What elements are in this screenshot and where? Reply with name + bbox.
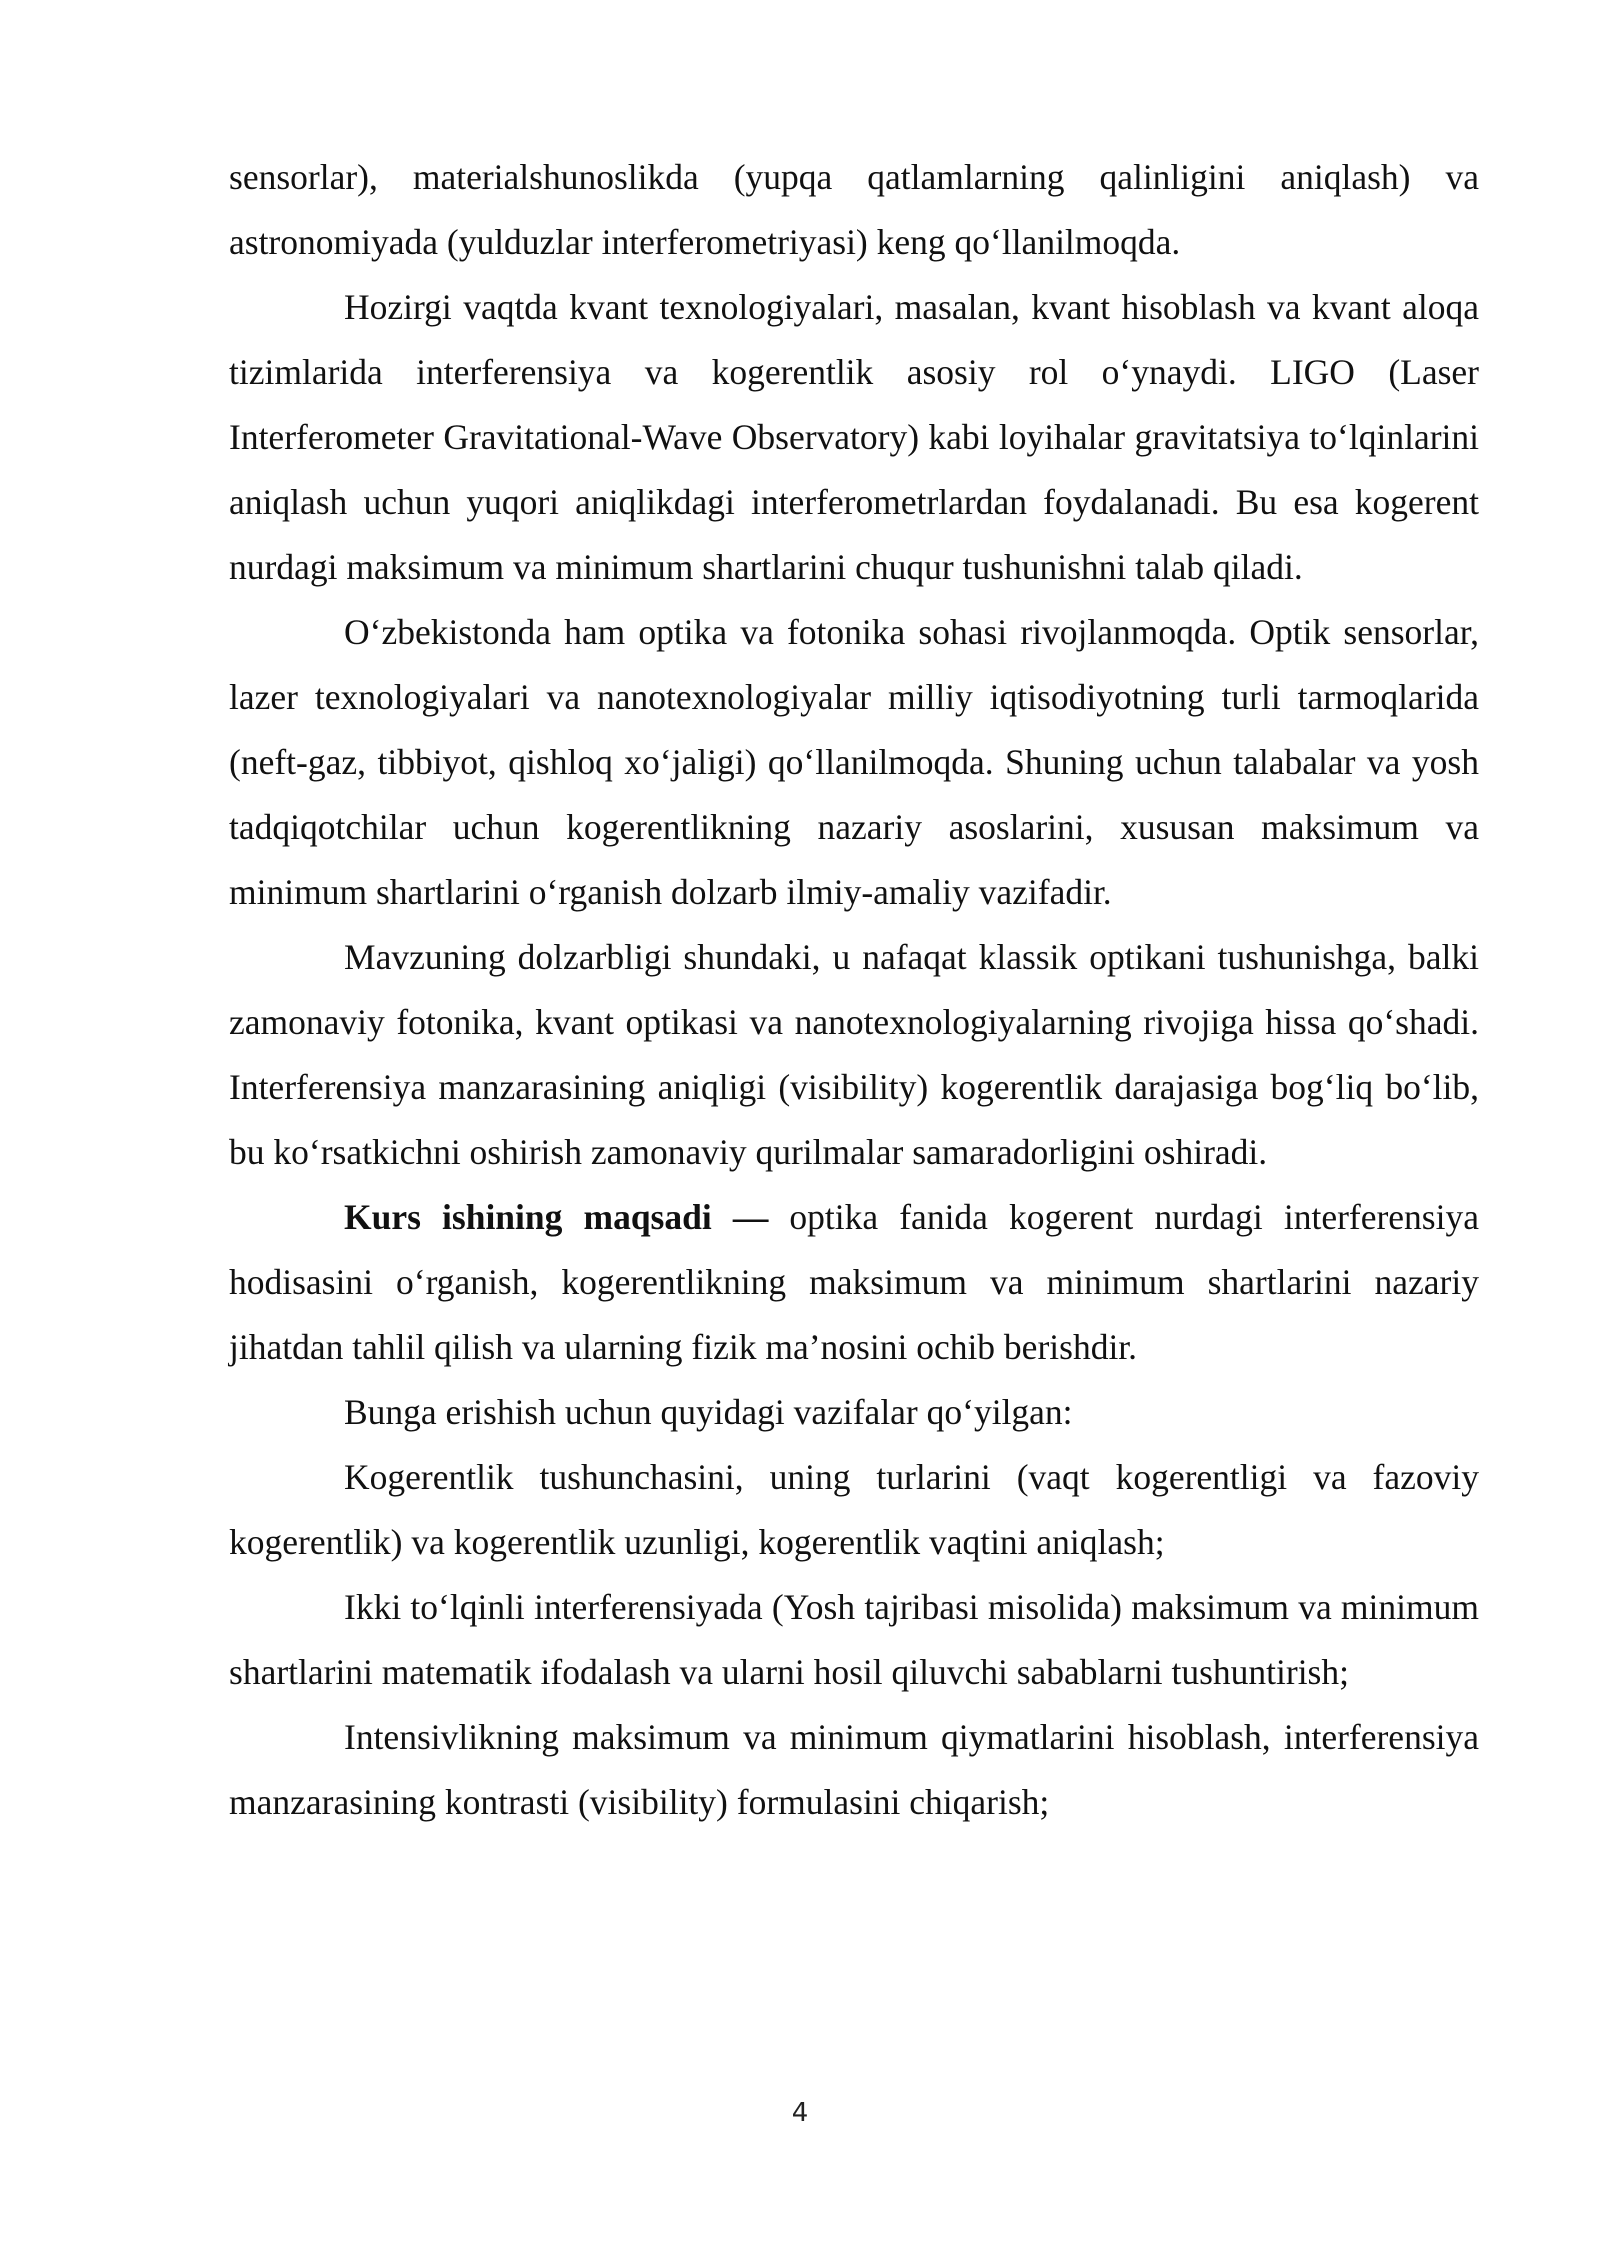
task-item-2 [229,1575,1479,1705]
paragraph-4-text: Mavzuning dolzarbligi shundaki, u nafaqat klassik optikani tushunishga, balki zamonaviy fotonika, kvant optikasi va nanotexnologiyalarning rivojiga hissa qo‘shadi. Interferensiya manzarasining aniqligi (visibility) kogerentlik darajasiga bog‘liq bo‘lib, bu ko‘rsatkichni oshirish zamonaviy qurilmalar samaradorligini oshiradi. [229,937,1479,1172]
paragraph-2 [229,275,1479,600]
task-item-3-text: Intensivlikning maksimum va minimum qiymatlarini hisoblash, interferensiya manzarasining kontrasti (visibility) formulasini chiqarish; [229,1717,1479,1822]
paragraph-4 [229,925,1479,1185]
task-item-1-text: Kogerentlik tushunchasini, uning turlarini (vaqt kogerentligi va fazoviy kogerentlik) va kogerentlik uzunligi, kogerentlik vaqtini aniqlash; [229,1457,1479,1562]
paragraph-tasks-intro [229,1380,1479,1445]
task-item-3 [229,1705,1479,1835]
goal-text: optika fanida kogerent nurdagi interferensiya hodisasini o‘rganish, kogerentlikning maksimum va minimum shartlarini nazariy jihatdan tahlil qilish va ularning fizik ma’nosini ochib berishdir. [229,1197,1479,1367]
paragraph-1-text: sensorlar), materialshunoslikda (yupqa qatlamlarning qalinligini aniqlash) va astronomiyada (yulduzlar interferometriyasi) keng qo‘llanilmoqda. [229,157,1479,262]
page-body [229,145,1479,1835]
paragraph-goal [229,1185,1479,1380]
page-number: 4 [791,2098,809,2128]
paragraph-2-text: Hozirgi vaqtda kvant texnologiyalari, masalan, kvant hisoblash va kvant aloqa tizimlarida interferensiya va kogerentlik asosiy rol o‘ynaydi. LIGO (Laser Interferometer Gravitational-Wave Observatory) kabi loyihalar gravitatsiya to‘lqinlarini aniqlash uchun yuqori aniqlikdagi interferometrlardan foydalanadi. Bu esa kogerent nurdagi maksimum va minimum shartlarini chuqur tushunishni talab qiladi. [229,287,1479,587]
paragraph-3-text: O‘zbekistonda ham optika va fotonika sohasi rivojlanmoqda. Optik sensorlar, lazer texnologiyalari va nanotexnologiyalar milliy iqtisodiyotning turli tarmoqlarida (neft-gaz, tibbiyot, qishloq xo‘jaligi) qo‘llanilmoqda. Shuning uchun talabalar va yosh tadqiqotchilar uchun kogerentlikning nazariy asoslarini, xususan maksimum va minimum shartlarini o‘rganish dolzarb ilmiy-amaliy vazifadir. [229,612,1479,912]
tasks-intro-text: Bunga erishish uchun quyidagi vazifalar qo‘yilgan: [344,1392,1073,1432]
task-item-1 [229,1445,1479,1575]
paragraph-3 [229,600,1479,925]
goal-heading: Kurs ishining maqsadi — [344,1197,769,1237]
task-item-2-text: Ikki to‘lqinli interferensiyada (Yosh tajribasi misolida) maksimum va minimum shartlarini matematik ifodalash va ularni hosil qiluvchi sabablarni tushuntirish; [229,1587,1479,1692]
paragraph-1 [229,145,1479,275]
